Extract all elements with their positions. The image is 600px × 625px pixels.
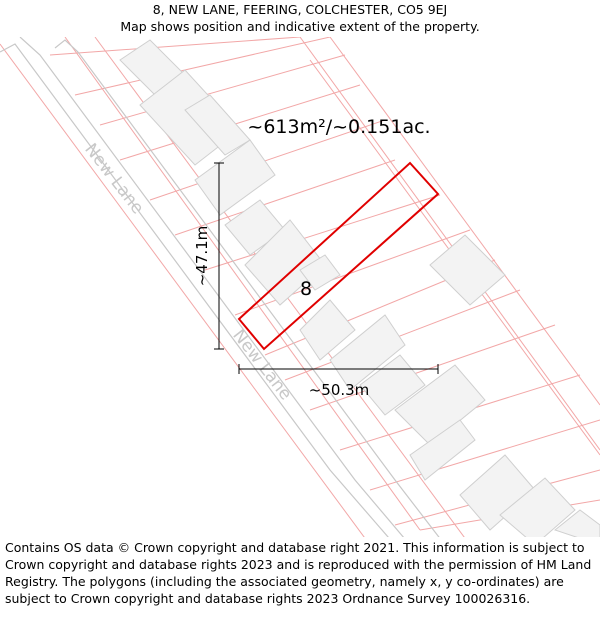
area-label: ~613m²/~0.151ac. bbox=[247, 116, 431, 138]
road-label-bottom: New Lane bbox=[228, 325, 296, 405]
road-label-top: New Lane bbox=[80, 139, 148, 219]
copyright-attribution: Contains OS data © Crown copyright and database right 2021. This information is subject to Crown copyright and database rights 2023 and is reproduced with the permission of HM Land Registry. The polygons (including the associated geometry, namely x, y co-ordinates) are subject to Crown copyright and database rights 2023 Ordnance Survey 100026316. bbox=[5, 540, 592, 606]
height-label: ~47.1m bbox=[193, 225, 211, 287]
map-title: 8, NEW LANE, FEERING, COLCHESTER, CO5 9EJ bbox=[152, 2, 448, 17]
map-subtitle: Map shows position and indicative extent of the property. bbox=[120, 19, 480, 34]
plot-number: 8 bbox=[299, 278, 313, 300]
property-map[interactable] bbox=[0, 37, 600, 537]
buildings bbox=[120, 40, 600, 537]
width-label: ~50.3m bbox=[308, 381, 370, 399]
